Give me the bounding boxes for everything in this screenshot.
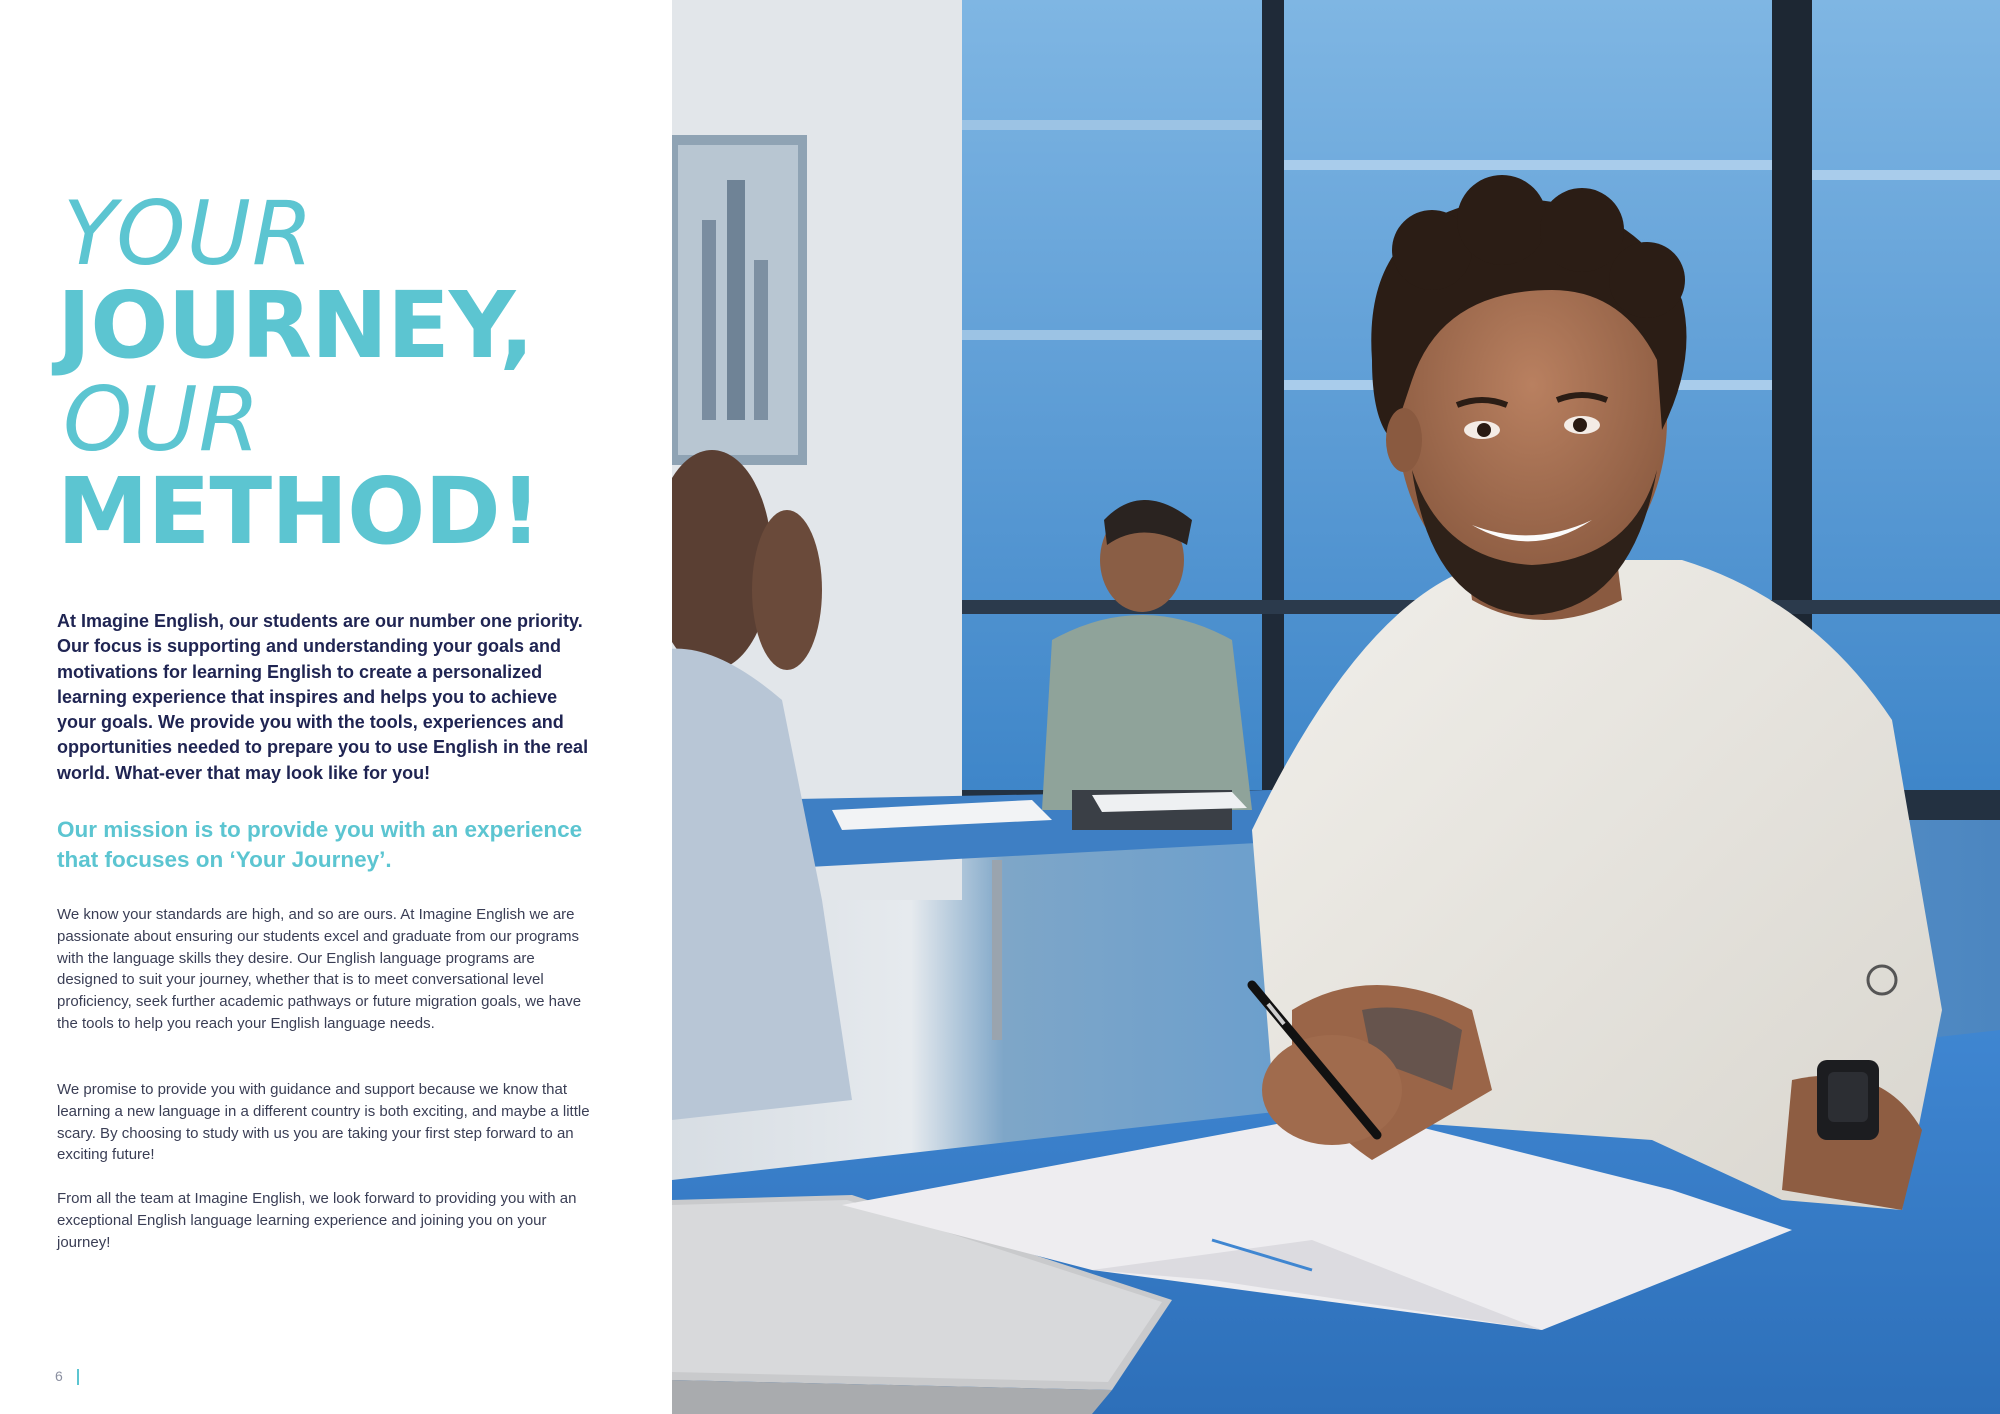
- headline-line-our: OUR: [63, 368, 261, 471]
- mission-statement: Our mission is to provide you with an experience that focuses on ‘Your Journey’.: [57, 817, 583, 872]
- classroom-photo: [672, 0, 2000, 1414]
- headline-line-method: METHOD!: [57, 458, 541, 565]
- intro-paragraph: At Imagine English, our students are our number one priority. Our focus is supporting and understanding your goals and motivations for learning English to create a personalized learning experience that inspires and helps you to achieve your goals. We provide you with the tools, experiences and opportunities needed to prepare you to use English in the real world. What-ever that may look like for you!: [57, 611, 589, 783]
- body-paragraph-closing: From all the team at Imagine English, we look forward to providing you with an exceptional English language learning experience and joining you on your journey!: [57, 1190, 577, 1251]
- classroom-photo-illustration: [672, 0, 2000, 1414]
- body-paragraph-standards: We know your standards are high, and so are ours. At Imagine English we are passionate about ensuring our students excel and graduate from our programs with the language skills they desire. Our English language programs are designed to suit your journey, whether that is to meet conversational level proficiency, seek further academic pathways or future migration goals, we have the tools to help you reach your English language needs.: [57, 906, 582, 1032]
- headline-line-your: YOUR: [63, 182, 315, 285]
- body-paragraph-promise: We promise to provide you with guidance and support because we know that learning a new language in a different country is both exciting, and maybe a little scary. By choosing to study with us you are taking your first step forward to an exciting future!: [57, 1081, 590, 1164]
- page-number: 6: [55, 1368, 63, 1384]
- text-column: [0, 0, 672, 1414]
- headline-line-journey: JOURNEY,: [57, 272, 534, 379]
- page-number-divider: [77, 1369, 79, 1385]
